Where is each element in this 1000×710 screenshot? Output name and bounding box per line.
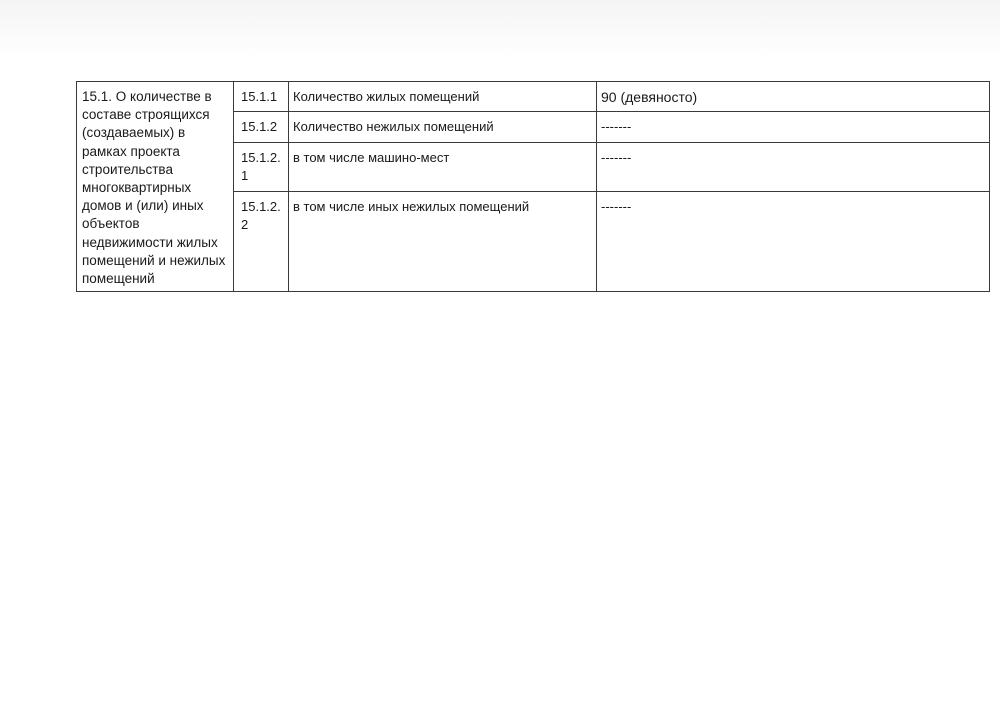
row-name: в том числе машино-мест — [289, 142, 597, 191]
row-number: 15.1.2. 2 — [234, 191, 289, 291]
row-value-text: 90 (девяносто) — [601, 89, 698, 105]
row-value — [597, 82, 990, 112]
table-row — [77, 82, 990, 112]
row-number: 15.1.2 — [234, 112, 289, 142]
row-number: 15.1.1 — [234, 82, 289, 112]
row-number: 15.1.2. 1 — [234, 142, 289, 191]
row-value: ------- — [597, 142, 990, 191]
row-name: Количество жилых помещений — [289, 82, 597, 112]
scan-background — [0, 0, 1000, 60]
section-label: 15.1. О количестве в составе строящихся (создаваемых) в рамках проекта строительства многоквартирных домов и (или) иных объектов недвижимости жилых помещений и нежилых помещений — [77, 82, 234, 292]
row-value: ------- — [597, 191, 990, 291]
row-value: ------- — [597, 112, 990, 142]
row-name: в том числе иных нежилых помещений — [289, 191, 597, 291]
info-table — [76, 81, 990, 292]
row-name: Количество нежилых помещений — [289, 112, 597, 142]
